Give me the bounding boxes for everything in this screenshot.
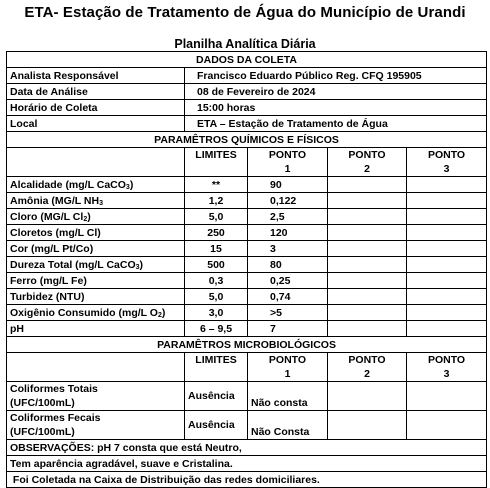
parameter-row bbox=[7, 225, 487, 241]
parameter-row bbox=[7, 289, 487, 305]
ponto-2-value bbox=[328, 241, 407, 257]
coleta-label: Analista Responsável bbox=[7, 68, 185, 84]
ponto-1-value: 0,74 bbox=[248, 289, 328, 305]
ponto-1-header: PONTO 1 bbox=[248, 148, 328, 177]
micro-parameter-row bbox=[7, 382, 487, 411]
ponto-2-value bbox=[328, 257, 407, 273]
parameter-name: Cloretos (mg/L Cl) bbox=[7, 225, 185, 241]
parameter-row bbox=[7, 193, 487, 209]
micro-parameter-name: Coliformes Fecais (UFC/100mL) bbox=[7, 411, 185, 440]
ponto-2-header: PONTO 2 bbox=[328, 148, 407, 177]
micro-limite-value: Ausência bbox=[185, 411, 248, 440]
micro-ponto-2-value bbox=[328, 382, 407, 411]
coleta-label: Data de Análise bbox=[7, 84, 185, 100]
micro-ponto-1-value: Não consta bbox=[248, 382, 328, 411]
ponto-3-header: PONTO 3 bbox=[407, 353, 487, 382]
parameter-row bbox=[7, 321, 487, 337]
coleta-value: 08 de Fevereiro de 2024 bbox=[185, 84, 487, 100]
parameter-row bbox=[7, 209, 487, 225]
fisico-quimicos-header: PARAMÊTROS QUÍMICOS E FÍSICOS bbox=[7, 132, 487, 148]
analysis-sheet-table bbox=[6, 51, 487, 488]
empty-cell bbox=[7, 148, 185, 177]
ponto-2-header: PONTO 2 bbox=[328, 353, 407, 382]
ponto-3-value bbox=[407, 209, 487, 225]
limite-value: 15 bbox=[185, 241, 248, 257]
observation-row bbox=[7, 456, 487, 472]
section-header-fisico-quimicos bbox=[7, 132, 487, 148]
ponto-3-value bbox=[407, 241, 487, 257]
section-header-microbiologicos bbox=[7, 337, 487, 353]
parameter-row bbox=[7, 273, 487, 289]
coleta-row bbox=[7, 68, 487, 84]
document-title: ETA- Estação de Tratamento de Água do Município de Urandi bbox=[24, 4, 466, 21]
fisico-quimicos-column-headers bbox=[7, 148, 487, 177]
micro-ponto-1-value: Não Consta bbox=[248, 411, 328, 440]
ponto-1-value: 3 bbox=[248, 241, 328, 257]
parameter-name: Dureza Total (mg/L CaCO$_3$) bbox=[7, 257, 185, 273]
parameter-row bbox=[7, 305, 487, 321]
parameter-name: pH bbox=[7, 321, 185, 337]
micro-parameter-name: Coliformes Totais (UFC/100mL) bbox=[7, 382, 185, 411]
coleta-row bbox=[7, 100, 487, 116]
ponto-3-header: PONTO 3 bbox=[407, 148, 487, 177]
limite-value: 5,0 bbox=[185, 289, 248, 305]
observation-text: Foi Coletada na Caixa de Distribuição das redes domiciliares. bbox=[7, 472, 487, 488]
parameter-row bbox=[7, 177, 487, 193]
ponto-2-value bbox=[328, 273, 407, 289]
ponto-2-value bbox=[328, 209, 407, 225]
limite-value: 250 bbox=[185, 225, 248, 241]
ponto-1-value: 90 bbox=[248, 177, 328, 193]
ponto-3-value bbox=[407, 193, 487, 209]
ponto-3-value bbox=[407, 225, 487, 241]
ponto-2-value bbox=[328, 305, 407, 321]
micro-parameter-row bbox=[7, 411, 487, 440]
coleta-value: Francisco Eduardo Público Reg. CFQ 195905 bbox=[185, 68, 487, 84]
micro-ponto-3-value bbox=[407, 411, 487, 440]
ponto-2-value bbox=[328, 177, 407, 193]
parameter-row bbox=[7, 257, 487, 273]
limites-header: LIMITES bbox=[185, 353, 248, 382]
ponto-1-value: 0,122 bbox=[248, 193, 328, 209]
coleta-row bbox=[7, 116, 487, 132]
section-header-coleta bbox=[7, 52, 487, 68]
empty-cell bbox=[7, 353, 185, 382]
microbiologicos-header: PARAMÊTROS MICROBIOLÓGICOS bbox=[7, 337, 487, 353]
ponto-1-value: 0,25 bbox=[248, 273, 328, 289]
ponto-2-value bbox=[328, 193, 407, 209]
ponto-1-value: 80 bbox=[248, 257, 328, 273]
ponto-1-value: 7 bbox=[248, 321, 328, 337]
ponto-2-value bbox=[328, 321, 407, 337]
ponto-1-value: 2,5 bbox=[248, 209, 328, 225]
coleta-value: ETA – Estação de Tratamento de Água bbox=[185, 116, 487, 132]
ponto-3-value bbox=[407, 177, 487, 193]
coleta-row bbox=[7, 84, 487, 100]
limite-value: 500 bbox=[185, 257, 248, 273]
parameter-name: Alcalidade (mg/L CaCO$_3$) bbox=[7, 177, 185, 193]
coleta-label: Horário de Coleta bbox=[7, 100, 185, 116]
observation-text: Tem aparência agradável, suave e Cristalina. bbox=[7, 456, 487, 472]
observation-row bbox=[7, 440, 487, 456]
observation-row bbox=[7, 472, 487, 488]
ponto-1-value: 120 bbox=[248, 225, 328, 241]
ponto-1-header: PONTO 1 bbox=[248, 353, 328, 382]
ponto-3-value bbox=[407, 273, 487, 289]
ponto-3-value bbox=[407, 305, 487, 321]
ponto-3-value bbox=[407, 289, 487, 305]
microbiologicos-column-headers bbox=[7, 353, 487, 382]
coleta-label: Local bbox=[7, 116, 185, 132]
parameter-name: Cor (mg/L Pt/Co) bbox=[7, 241, 185, 257]
limite-value: 3,0 bbox=[185, 305, 248, 321]
parameter-name: Ferro (mg/L Fe) bbox=[7, 273, 185, 289]
parameter-name: Oxigênio Consumido (mg/L $O_2$) bbox=[7, 305, 185, 321]
limite-value: ** bbox=[185, 177, 248, 193]
coleta-value: 15:00 horas bbox=[185, 100, 487, 116]
ponto-2-value bbox=[328, 225, 407, 241]
parameter-name: Turbidez (NTU) bbox=[7, 289, 185, 305]
parameter-name: Cloro (MG/L $Cl_2$) bbox=[7, 209, 185, 225]
limite-value: 6 – 9,5 bbox=[185, 321, 248, 337]
ponto-3-value bbox=[407, 321, 487, 337]
micro-ponto-2-value bbox=[328, 411, 407, 440]
limites-header: LIMITES bbox=[185, 148, 248, 177]
ponto-2-value bbox=[328, 289, 407, 305]
ponto-3-value bbox=[407, 257, 487, 273]
parameter-name: Amônia (MG/L $NH_3$ bbox=[7, 193, 185, 209]
parameter-row bbox=[7, 241, 487, 257]
limite-value: 5,0 bbox=[185, 209, 248, 225]
coleta-header: DADOS DA COLETA bbox=[7, 52, 487, 68]
observation-text: OBSERVAÇÕES: pH 7 consta que está Neutro, bbox=[7, 440, 487, 456]
ponto-1-value: >5 bbox=[248, 305, 328, 321]
micro-limite-value: Ausência bbox=[185, 382, 248, 411]
limite-value: 1,2 bbox=[185, 193, 248, 209]
limite-value: 0,3 bbox=[185, 273, 248, 289]
micro-ponto-3-value bbox=[407, 382, 487, 411]
document-subtitle: Planilha Analítica Diária bbox=[174, 37, 316, 51]
